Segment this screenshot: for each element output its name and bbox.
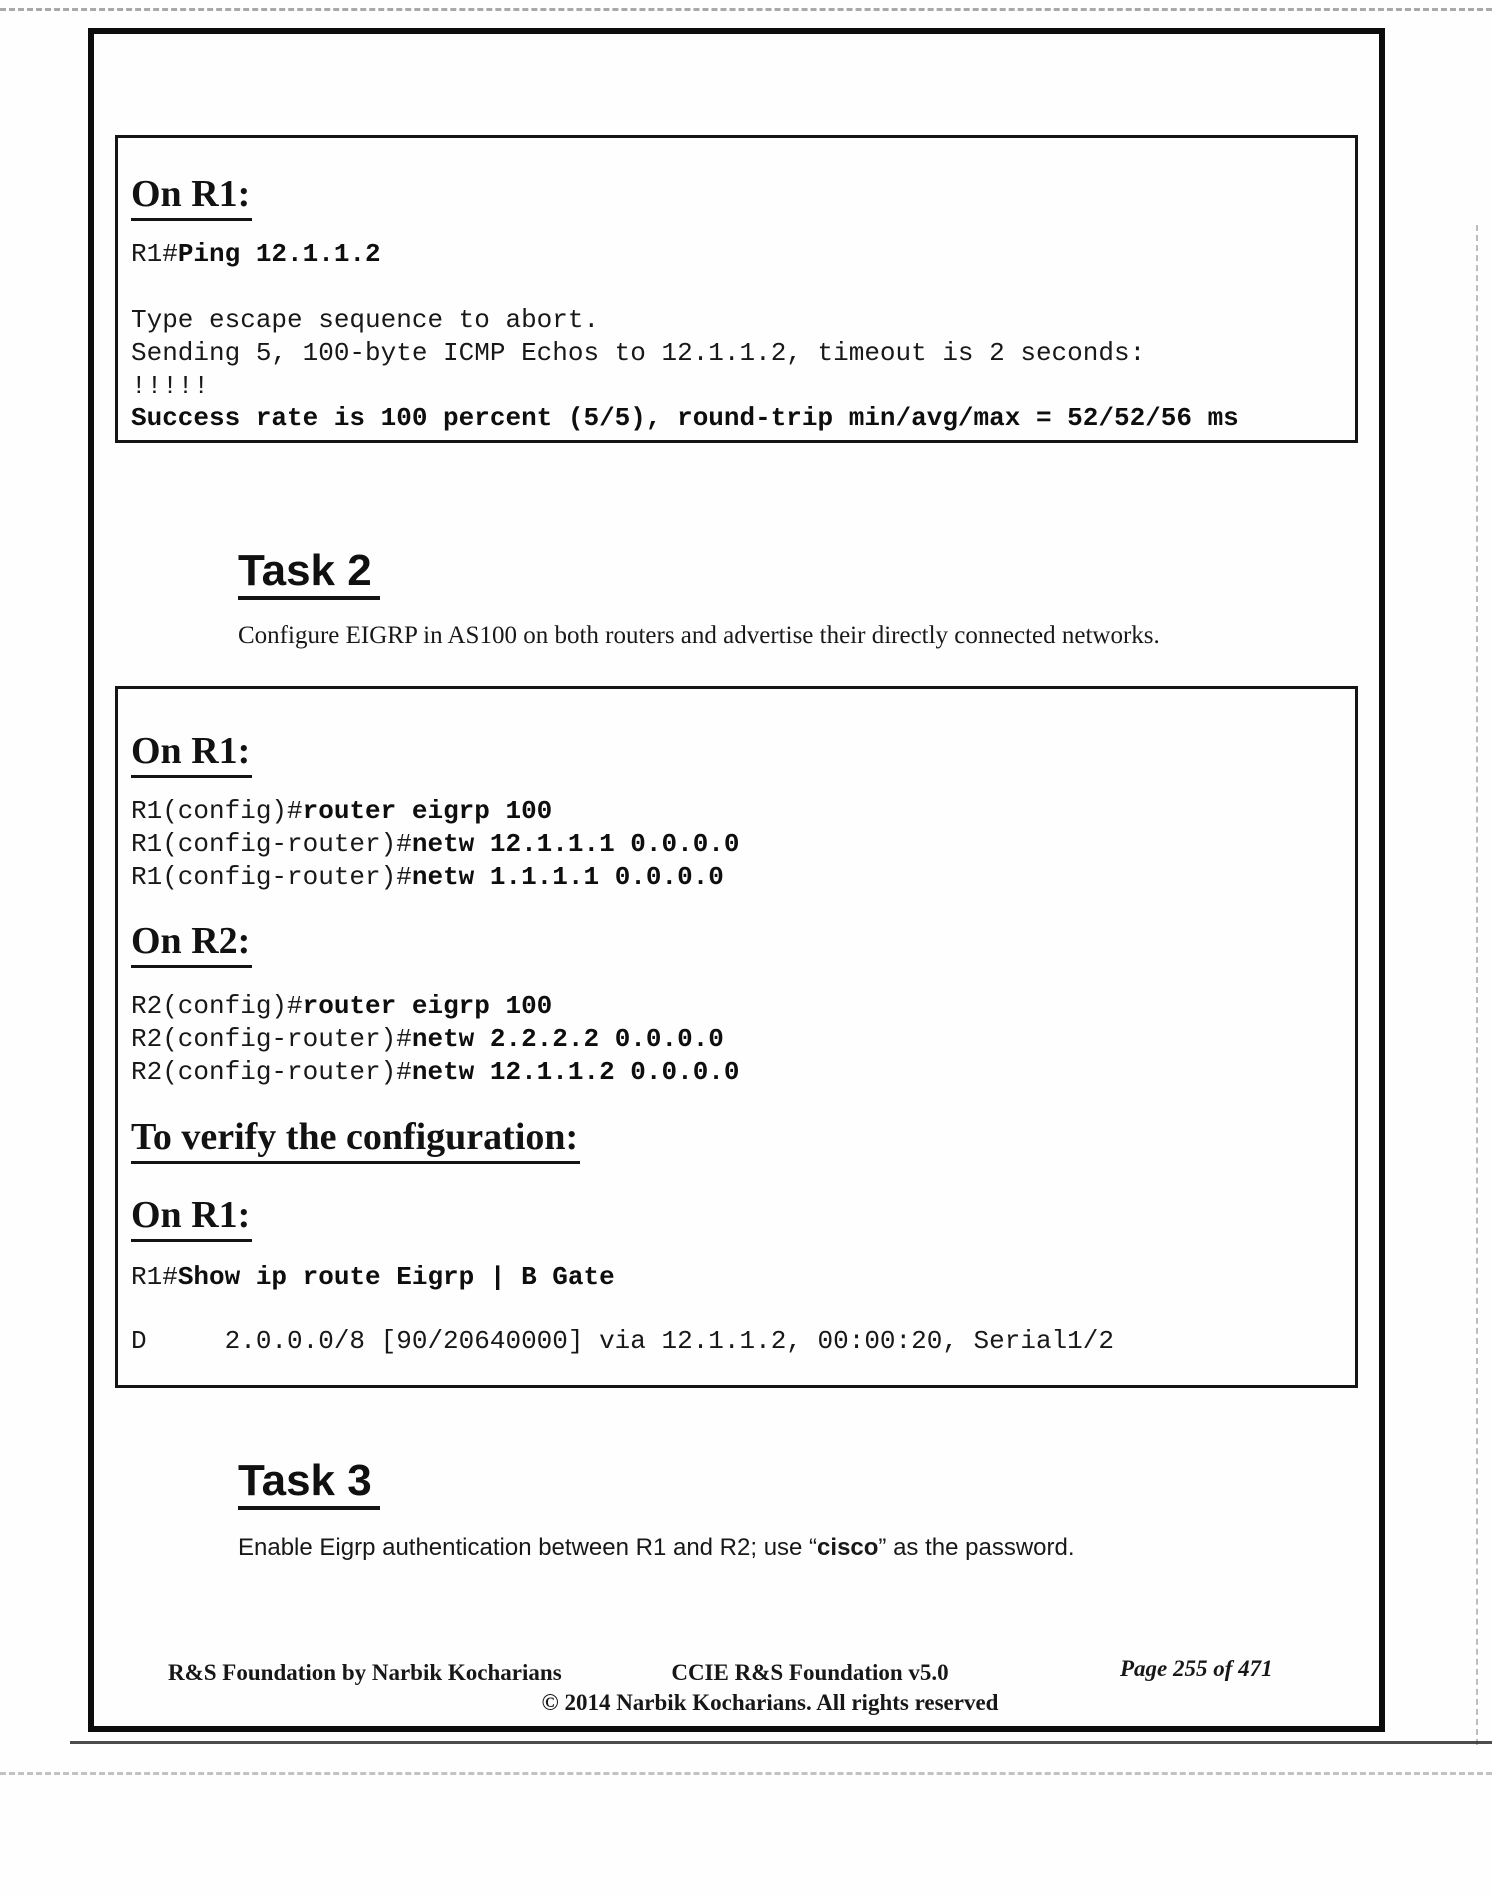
console-output-line: Sending 5, 100-byte ICMP Echos to 12.1.1.2, timeout is 2 seconds:: [131, 338, 1146, 368]
console-command: netw 12.1.1.1 0.0.0.0: [411, 829, 740, 859]
section-heading-on-r2: [131, 921, 252, 968]
console-line-r2-config: [131, 1056, 740, 1089]
ping-output-box: [115, 135, 1358, 443]
console-command: netw 12.1.1.2 0.0.0.0: [411, 1057, 740, 1087]
console-prompt: R2(config-router)#: [131, 1024, 412, 1054]
console-command: router eigrp 100: [302, 796, 553, 826]
section-heading-on-r2-text: On R2:: [131, 921, 252, 968]
console-prompt: R2(config)#: [131, 991, 303, 1021]
section-heading-verify: [131, 1117, 580, 1164]
eigrp-config-box: [115, 686, 1358, 1388]
console-output-line: !!!!!: [131, 371, 210, 401]
console-line-show-command: [131, 1261, 615, 1294]
console-prompt: R2(config-router)#: [131, 1057, 412, 1087]
console-command: netw 2.2.2.2 0.0.0.0: [411, 1024, 724, 1054]
console-line-r2-config: [131, 1023, 724, 1056]
console-prompt: R1(config)#: [131, 796, 303, 826]
section-heading-on-r1-verify: [131, 1195, 252, 1242]
console-command: Ping 12.1.1.2: [177, 239, 381, 269]
console-result-line: Success rate is 100 percent (5/5), round-trip min/avg/max = 52/52/56 ms: [131, 403, 1239, 433]
task-3-description-end: ” as the password.: [878, 1534, 1075, 1561]
footer-author: R&S Foundation by Narbik Kocharians: [168, 1660, 562, 1685]
console-prompt: R1#: [131, 1262, 178, 1292]
console-command: netw 1.1.1.1 0.0.0.0: [411, 862, 724, 892]
console-prompt: R1#: [131, 239, 178, 269]
task-2-description: Configure EIGRP in AS100 on both routers and advertise their directly connected networks.: [238, 622, 1160, 649]
task-3-heading-text: Task 3: [238, 1458, 380, 1510]
footer-copyright: © 2014 Narbik Kocharians. All rights reserved: [541, 1690, 999, 1715]
console-output-line: Type escape sequence to abort.: [131, 305, 600, 335]
console-line-ping-command: [131, 238, 381, 271]
task-3-password-keyword: cisco: [817, 1534, 879, 1561]
task-3-description: [238, 1534, 1075, 1562]
scan-artifact-top-line: [0, 8, 1492, 11]
console-prompt: R1(config-router)#: [131, 829, 412, 859]
section-heading-on-r1: [131, 174, 252, 221]
console-line-r1-config: [131, 828, 740, 861]
scan-artifact-right-line: [1476, 225, 1478, 1745]
console-prompt: R1(config-router)#: [131, 862, 412, 892]
console-command: router eigrp 100: [302, 991, 553, 1021]
scan-artifact-bottom-dashed-line: [0, 1772, 1492, 1775]
footer-book-title: CCIE R&S Foundation v5.0: [671, 1660, 949, 1685]
console-line-r1-config: [131, 795, 552, 828]
console-route-line: D 2.0.0.0/8 [90/20640000] via 12.1.1.2, 00:00:20, Serial1/2: [131, 1326, 1114, 1356]
footer-page-number: Page 255 of 471: [1120, 1656, 1273, 1681]
scan-artifact-bottom-line: [70, 1741, 1492, 1744]
task-2-heading: [238, 548, 380, 600]
section-heading-on-r1-text: On R1:: [131, 174, 252, 221]
console-command: Show ip route Eigrp | B Gate: [177, 1262, 615, 1292]
section-heading-on-r1-text: On R1:: [131, 731, 252, 778]
task-2-heading-text: Task 2: [238, 548, 380, 600]
task-3-heading: [238, 1458, 380, 1510]
console-line-r1-config: [131, 861, 724, 894]
section-heading-verify-text: To verify the configuration:: [131, 1117, 580, 1164]
console-line-r2-config: [131, 990, 552, 1023]
task-3-description-start: Enable Eigrp authentication between R1 and R2; use “: [238, 1534, 818, 1561]
section-heading-on-r1: [131, 731, 252, 778]
section-heading-on-r1-verify-text: On R1:: [131, 1195, 252, 1242]
